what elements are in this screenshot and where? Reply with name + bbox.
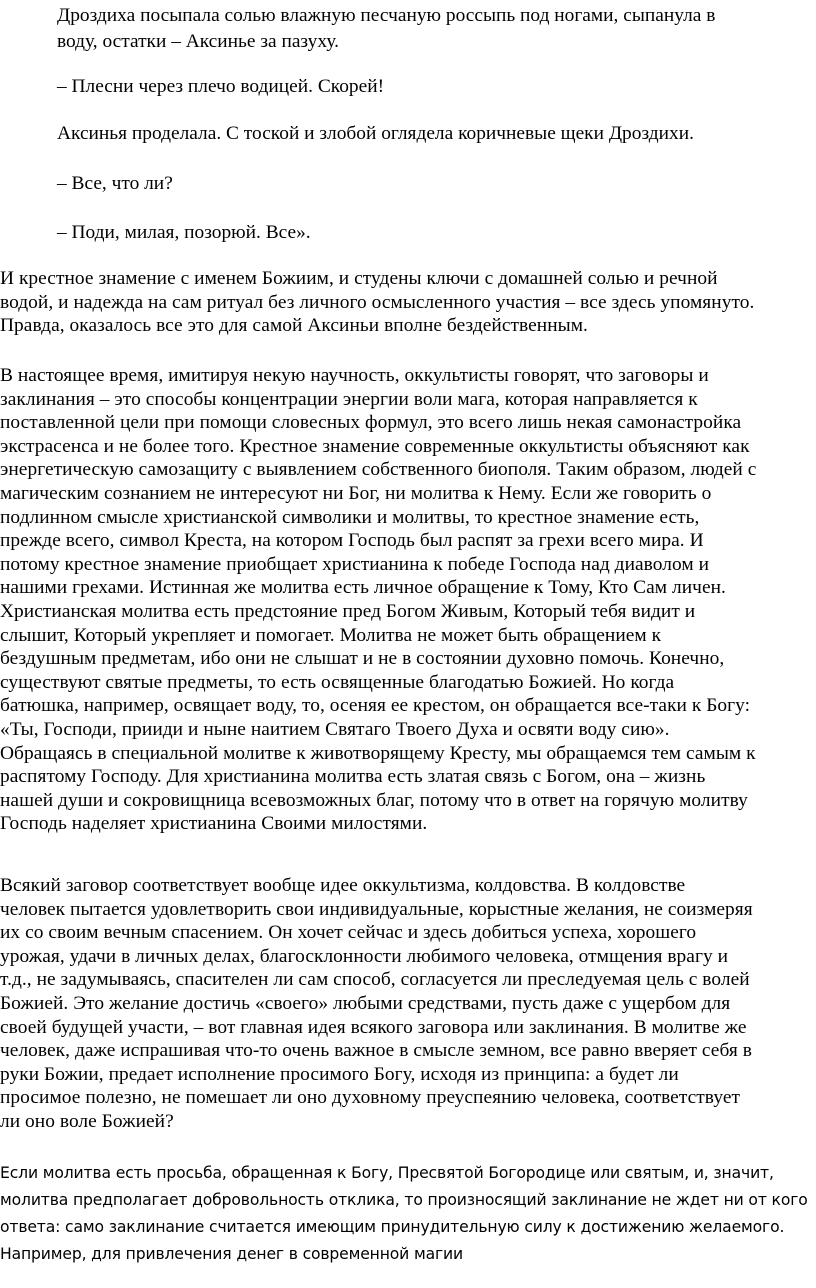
text-line: своей будущей участи, – вот главная идея всякого заговора или заклинания. В молитве же <box>0 1016 747 1038</box>
text-line: человек, даже испрашивая что-то очень важное в смысле земном, все равно вверяет себя в <box>0 1040 752 1062</box>
text-line: батюшка, например, освящает воду, то, осеняя ее крестом, он обращается все-таки к Богу: <box>0 695 751 717</box>
text-line: Правда, оказалось все это для самой Аксиньи вполне бездейственным. <box>0 315 588 337</box>
quote-paragraph <box>57 121 807 147</box>
text-line: руки Божии, предает исполнение просимого Богу, исходя из принципа: а будет ли <box>0 1063 679 1085</box>
text-line: нашей души и сокровищница всевозможных благ, потому что в ответ на горячую молитву <box>0 789 748 811</box>
text-line: Например, для привлечения денег в современной магии <box>0 1245 463 1263</box>
text-line: воду, остатки – Аксинье за пазуху. <box>57 31 339 52</box>
text-line: подлинном смысле христианской символики и молитвы, то крестное знамение есть, <box>0 506 700 528</box>
text-line: Если молитва есть просьба, обращенная к Богу, Пресвятой Богородице или святым, и, значит, <box>0 1164 774 1182</box>
text-line: «Ты, Господи, прииди и ныне наитием Святаго Твоего Духа и освяти воду сию». <box>0 718 670 740</box>
text-line: нашими грехами. Истинная же молитва есть личное обращение к Тому, Кто Сам личен. <box>0 577 726 599</box>
text-line: Всякий заговор соответствует вообще идее оккультизма, колдовства. В колдовстве <box>0 875 686 896</box>
paragraph-3 <box>0 874 816 1134</box>
text-line: урожая, удачи в личных делах, благосклонности любимого человека, отмщения врагу и <box>0 945 729 967</box>
paragraph-2 <box>0 364 816 836</box>
text-line: Аксинья проделала. С тоской и злобой оглядела коричневые щеки Дроздихи. <box>57 123 694 144</box>
text-line: – Плесни через плечо водицей. Скорей! <box>57 76 385 97</box>
text-line: прежде всего, символ Креста, на котором Господь был распят за грехи всего мира. И <box>0 530 704 552</box>
text-line: Обращаясь в специальной молитве к животворящему Кресту, мы обращаемся тем самым к <box>0 742 756 764</box>
text-line: их со своим вечным спасением. Он хочет сейчас и здесь добиться успеха, хорошего <box>0 922 697 944</box>
text-line: существуют святые предметы, то есть освященные благодатью Божией. Но когда <box>0 671 675 693</box>
text-line: Дроздиха посыпала солью влажную песчаную россыпь под ногами, сыпанула в <box>57 5 716 26</box>
text-line: поставленной цели при помощи словесных формул, это всего лишь некая самонастройка <box>0 412 742 434</box>
text-line: магическим сознанием не интересуют ни Бог, ни молитва к Нему. Если же говорить о <box>0 482 712 504</box>
text-line: – Все, что ли? <box>57 173 173 194</box>
paragraph-4 <box>0 1160 816 1268</box>
text-line: Христианская молитва есть предстояние пред Богом Живым, Который тебя видит и <box>0 600 696 622</box>
quote-paragraph <box>57 74 807 100</box>
text-line: водой, и надежда на сам ритуал без личного осмысленного участия – все здесь упомянуто. <box>0 291 755 313</box>
text-line: ответа: само заклинание считается имеющим принудительную силу к достижению желаемого. <box>0 1218 785 1236</box>
paragraph-1 <box>0 267 816 338</box>
text-line: распятому Господу. Для христианина молитва есть златая связь с Богом, она – жизнь <box>0 766 706 788</box>
text-line: молитва предполагает добровольность отклика, то произносящий заклинание не ждет ни от кого <box>0 1191 808 1209</box>
text-line: ли оно воле Божией? <box>0 1110 174 1132</box>
quote-paragraph <box>57 3 807 55</box>
text-line: слышит, Который укрепляет и помогает. Молитва не может быть обращением к <box>0 624 662 646</box>
text-line: бездушным предметам, ибо они не слышат и не в состоянии духовно помочь. Конечно, <box>0 648 725 670</box>
text-line: т.д., не задумываясь, спасителен ли сам способ, согласуется ли преследуемая цель с волей <box>0 969 750 991</box>
text-line: В настоящее время, имитируя некую научность, оккультисты говорят, что заговоры и <box>0 365 709 386</box>
text-line: человек пытается удовлетворить свои индивидуальные, корыстные желания, не соизмеряя <box>0 898 753 920</box>
text-line: Божией. Это желание достичь «своего» любыми средствами, пусть даже с ущербом для <box>0 992 731 1014</box>
text-line: Господь наделяет христианина Своими милостями. <box>0 813 428 835</box>
text-line: энергетическую самозащиту с выявлением собственного биополя. Таким образом, людей с <box>0 459 757 481</box>
text-line: экстрасенса и не более того. Крестное знамение современные оккультисты объясняют как <box>0 435 750 457</box>
quote-paragraph <box>57 220 807 246</box>
text-line: просимое полезно, не помешает ли оно духовному преуспеянию человека, соответствует <box>0 1087 740 1109</box>
text-line: – Поди, милая, позорюй. Все». <box>57 222 311 243</box>
text-line: И крестное знамение с именем Божиим, и студены ключи с домашней солью и речной <box>0 268 718 289</box>
text-line: потому крестное знамение приобщает христианина к победе Господа над диаволом и <box>0 553 709 575</box>
text-line: заклинания – это способы концентрации энергии воли мага, которая направляется к <box>0 388 698 410</box>
quote-paragraph <box>57 171 807 197</box>
